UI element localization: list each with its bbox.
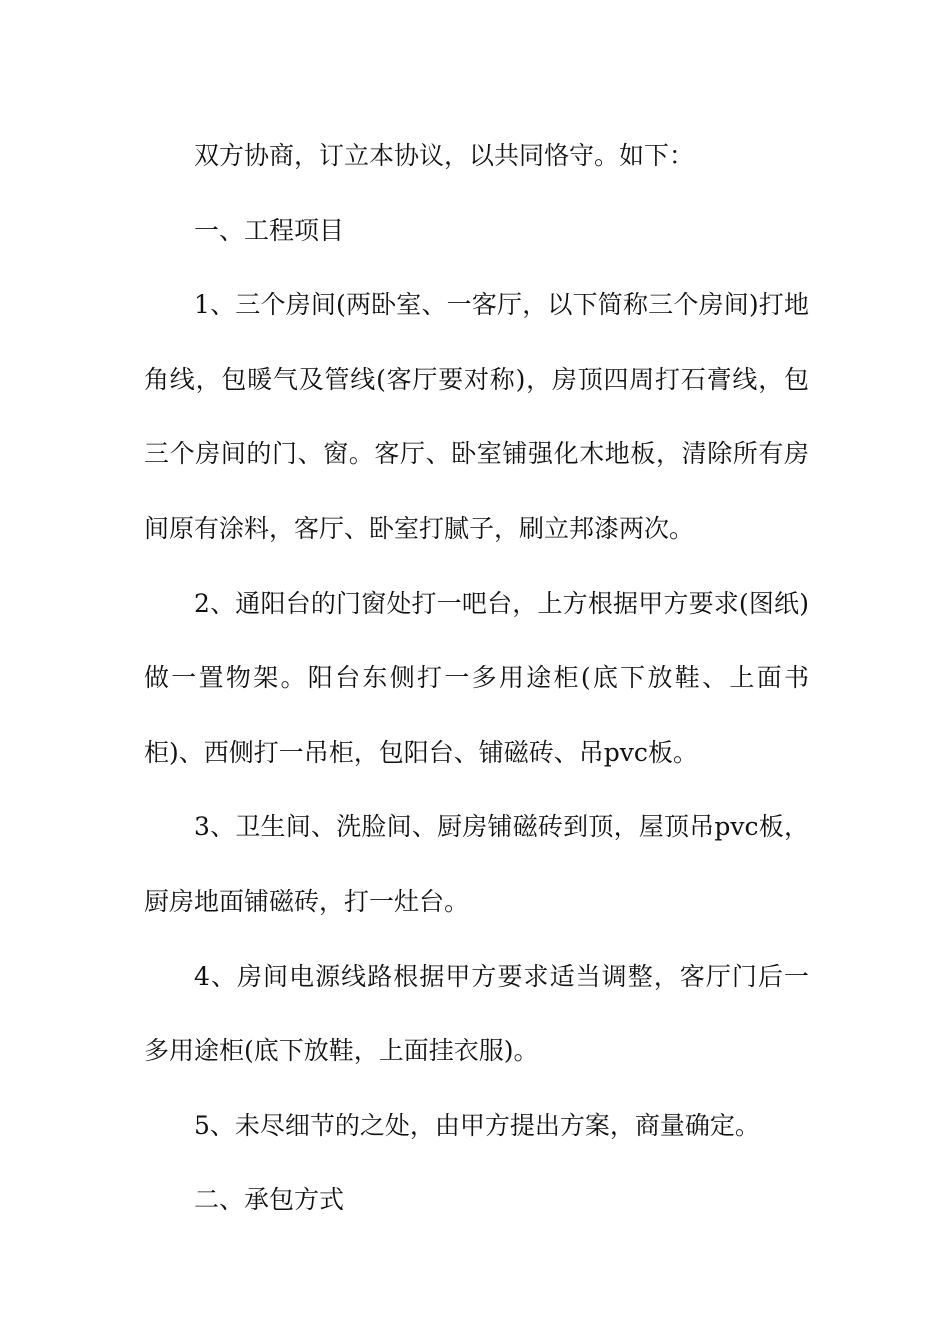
paragraph-item-4: 4、房间电源线路根据甲方要求适当调整，客厅门后一多用途柜(底下放鞋，上面挂衣服)。: [144, 961, 809, 1066]
paragraph-item-1: 1、三个房间(两卧室、一客厅，以下简称三个房间)打地角线，包暖气及管线(客厅要对称)，房顶四周打石膏线，包三个房间的门、窗。客厅、卧室铺强化木地板，清除所有房间原有涂料，客厅、卧室打腻子，刷立邦漆两次。: [144, 290, 809, 543]
section-heading-project: 一、工程项目: [194, 215, 345, 245]
section-heading-contract-method: 二、承包方式: [194, 1185, 345, 1215]
paragraph-item-3: 3、卫生间、洗脸间、厨房铺磁砖到顶，屋顶吊pvc板，厨房地面铺磁砖，打一灶台。: [144, 812, 809, 916]
paragraph-item-2: 2、通阳台的门窗处打一吧台，上方根据甲方要求(图纸)做一置物架。阳台东侧打一多用途柜(底下放鞋、上面书柜)、西侧打一吊柜，包阳台、铺磁砖、吊pvc板。: [144, 588, 809, 767]
paragraph-item-5: 5、未尽细节的之处，由甲方提出方案，商量确定。: [194, 1110, 760, 1140]
document-body: [144, 119, 809, 1238]
paragraph-intro: 双方协商，订立本协议，以共同恪守。如下：: [194, 141, 695, 170]
